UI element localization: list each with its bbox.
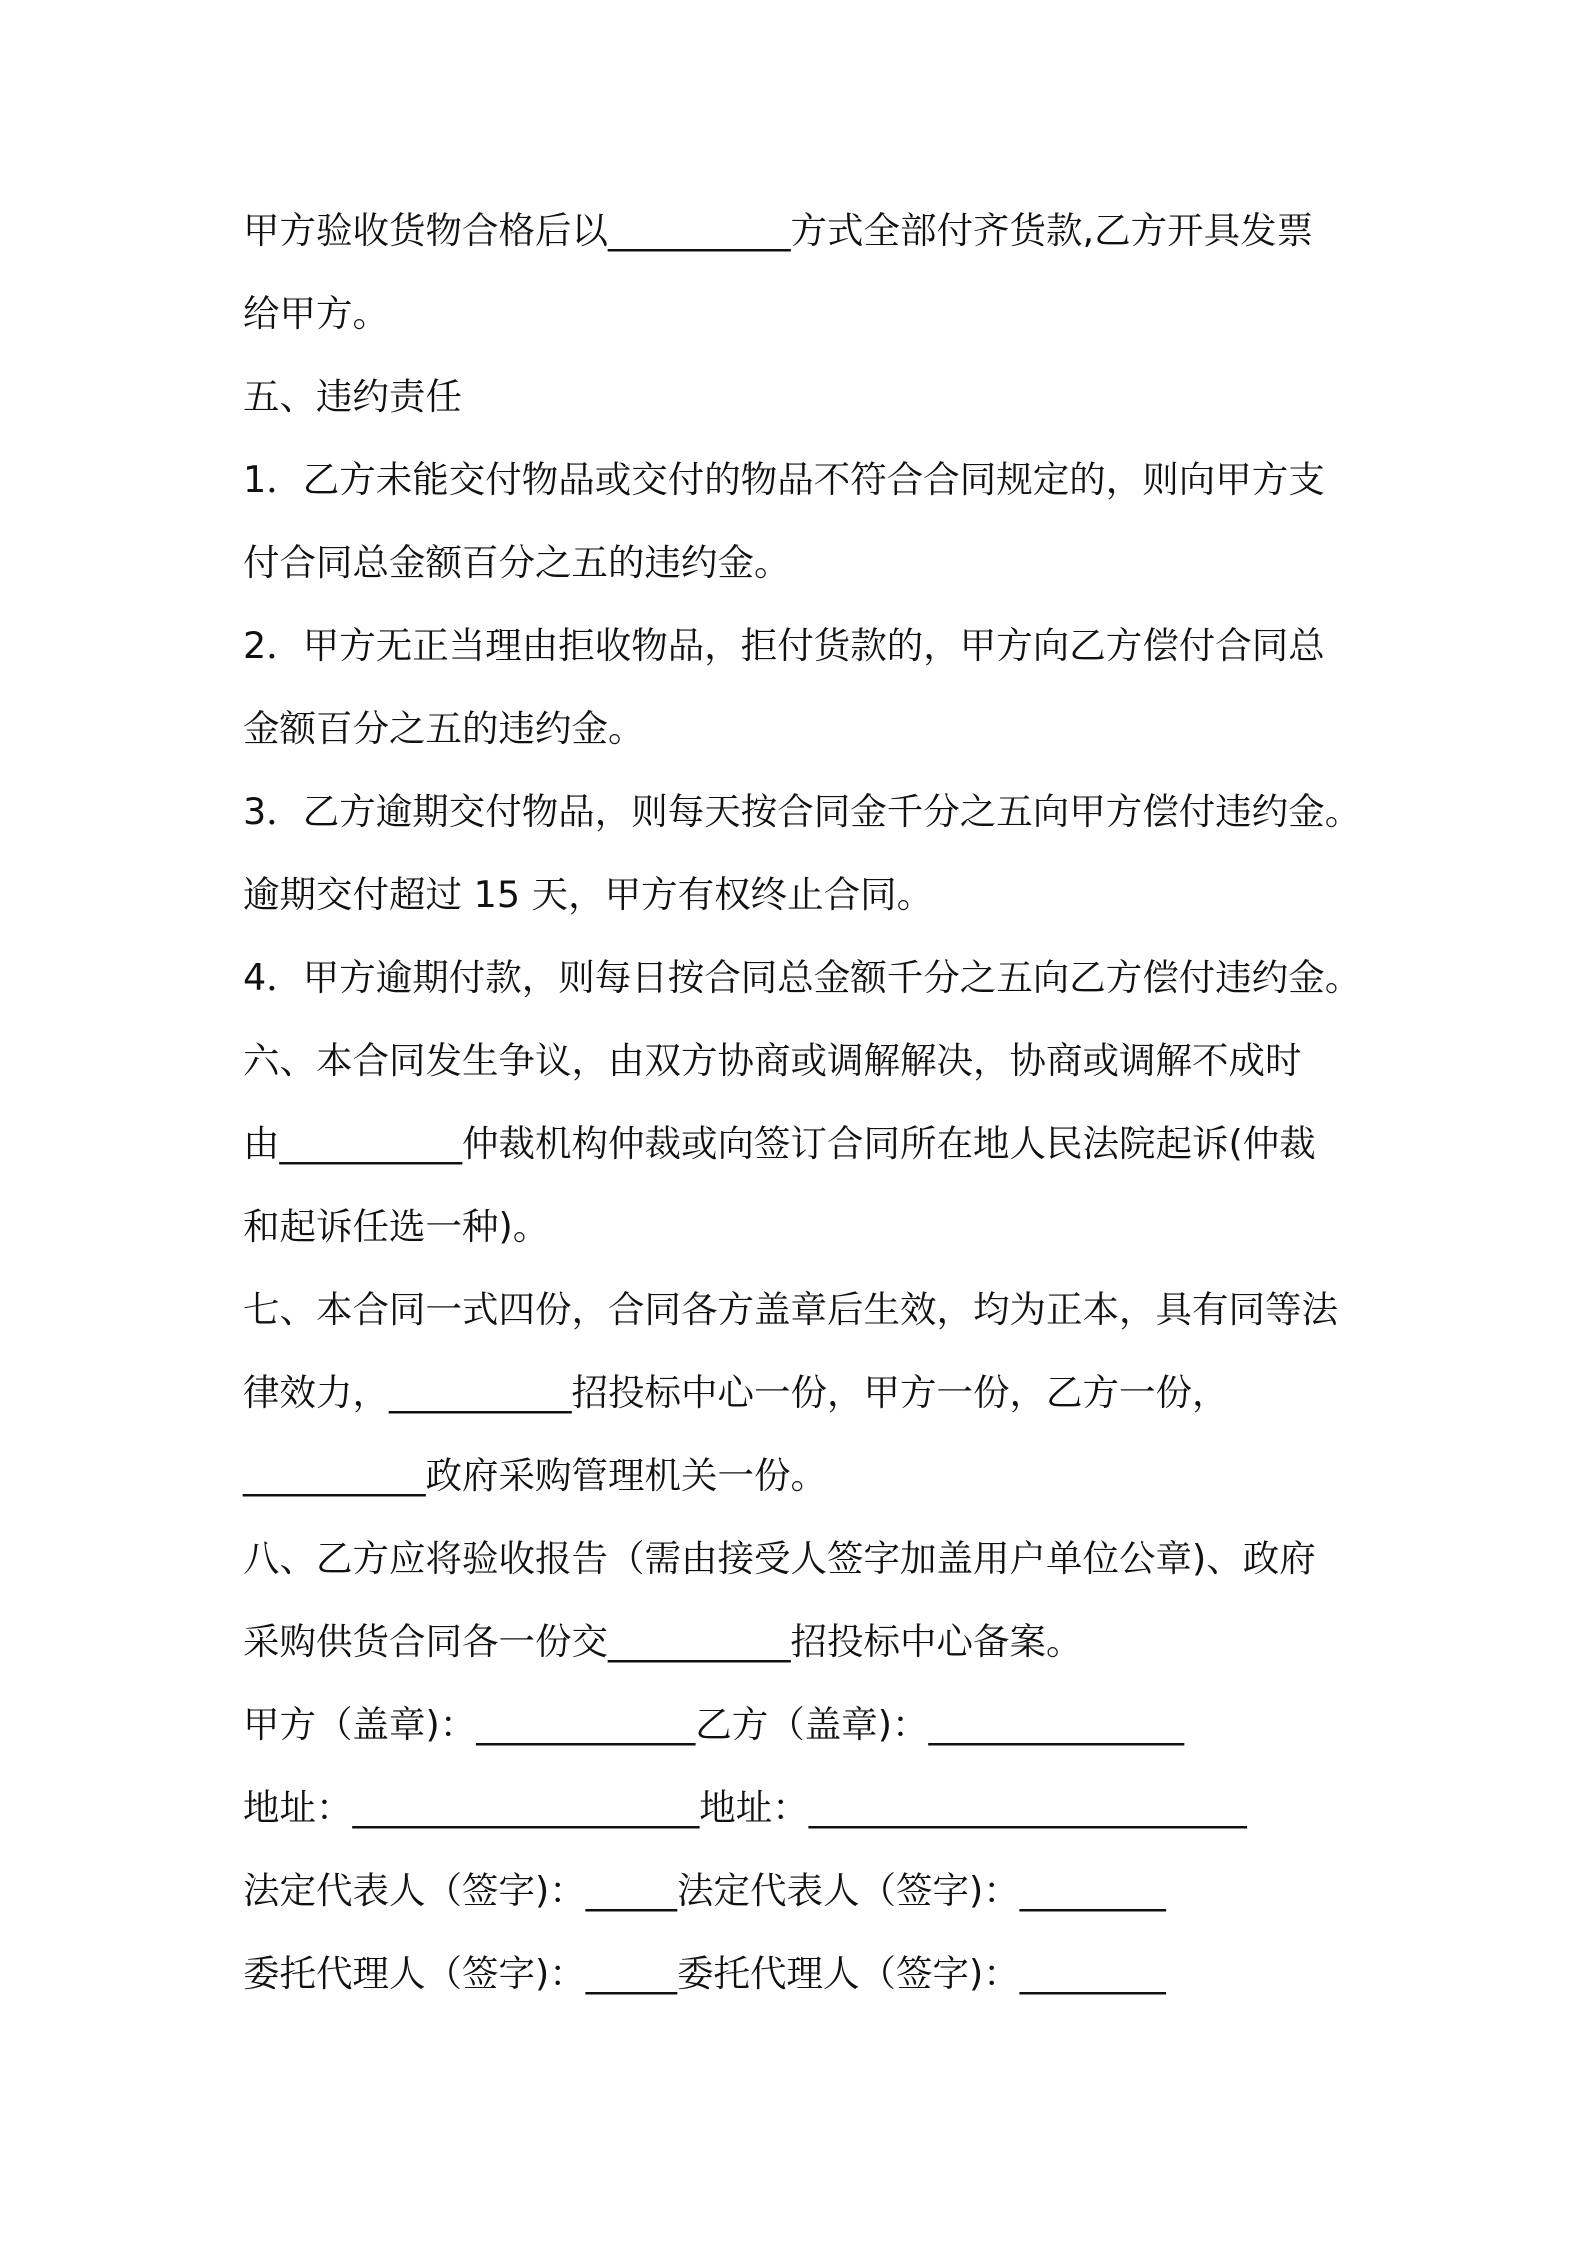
- text-line: 八、乙方应将验收报告（需由接受人签字加盖用户单位公章)、政府: [243, 1537, 1316, 1580]
- text-line: 逾期交付超过 15 天，甲方有权终止合同。: [243, 873, 934, 916]
- text-line: 2．甲方无正当理由拒收物品，拒付货款的，甲方向乙方偿付合同总: [243, 624, 1325, 667]
- text-line: 由__________仲裁机构仲裁或向签订合同所在地人民法院起诉(仲裁: [243, 1122, 1316, 1165]
- signature-line-party: 甲方（盖章)：____________乙方（盖章)：______________: [243, 1703, 1184, 1746]
- text-line: __________政府采购管理机关一份。: [243, 1454, 827, 1497]
- signature-line-agent: 委托代理人（签字)：_____委托代理人（签字)：________: [243, 1952, 1166, 1995]
- text-line: 4．甲方逾期付款，则每日按合同总金额千分之五向乙方偿付违约金。: [243, 956, 1362, 999]
- signature-line-address: 地址：___________________地址：________________________: [243, 1786, 1247, 1829]
- text-line: 给甲方。: [243, 292, 389, 335]
- signature-line-representative: 法定代表人（签字)：_____法定代表人（签字)：________: [243, 1869, 1166, 1912]
- text-line: 金额百分之五的违约金。: [243, 707, 645, 750]
- text-line: 甲方验收货物合格后以__________方式全部付齐货款,乙方开具发票: [243, 209, 1314, 252]
- text-line: 3．乙方逾期交付物品，则每天按合同金千分之五向甲方偿付违约金。: [243, 790, 1362, 833]
- text-line: 律效力，__________招投标中心一份，甲方一份，乙方一份，: [243, 1371, 1229, 1414]
- text-line: 七、本合同一式四份，合同各方盖章后生效，均为正本，具有同等法: [243, 1288, 1338, 1331]
- section-heading: 五、违约责任: [243, 375, 462, 418]
- text-line: 六、本合同发生争议，由双方协商或调解解决，协商或调解不成时: [243, 1039, 1302, 1082]
- text-line: 采购供货合同各一份交__________招投标中心备案。: [243, 1620, 1083, 1663]
- text-line: 1．乙方未能交付物品或交付的物品不符合合同规定的，则向甲方支: [243, 458, 1325, 501]
- text-line: 付合同总金额百分之五的违约金。: [243, 541, 791, 584]
- text-line: 和起诉任选一种)。: [243, 1205, 550, 1248]
